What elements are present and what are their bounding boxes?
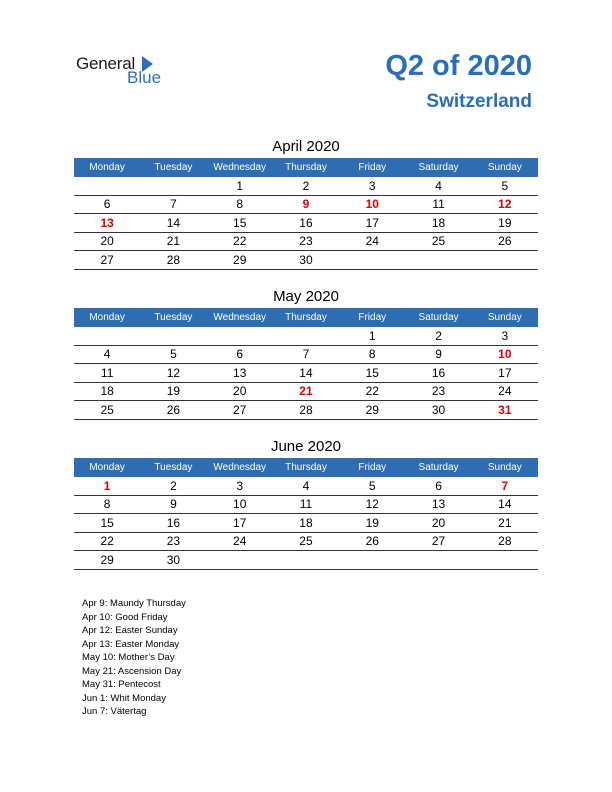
day-cell: 23 bbox=[273, 232, 339, 251]
day-cell: 28 bbox=[140, 251, 206, 270]
holiday-note: Apr 13: Easter Monday bbox=[82, 638, 180, 650]
month-title: June 2020 bbox=[270, 438, 342, 455]
day-cell: 4 bbox=[74, 345, 140, 364]
day-cell: 14 bbox=[273, 364, 339, 383]
day-cell: 7 bbox=[140, 195, 206, 214]
day-cell: 25 bbox=[273, 532, 339, 551]
day-cell: 20 bbox=[207, 382, 273, 401]
day-cell: 19 bbox=[339, 514, 405, 533]
day-cell: 6 bbox=[405, 477, 471, 495]
day-cell: 12 bbox=[339, 495, 405, 514]
day-cell: 4 bbox=[405, 177, 471, 195]
weekday-header: Saturday bbox=[405, 458, 471, 477]
day-cell: 7 bbox=[273, 345, 339, 364]
day-cell: 27 bbox=[74, 251, 140, 270]
weekday-header: Monday bbox=[74, 458, 140, 477]
empty-day-cell bbox=[405, 251, 471, 270]
week-row bbox=[74, 551, 538, 570]
day-cell: 31 bbox=[472, 401, 538, 420]
week-row bbox=[74, 214, 538, 233]
day-cell: 5 bbox=[140, 345, 206, 364]
day-cell: 8 bbox=[207, 195, 273, 214]
holiday-note: Jun 7: Vätertag bbox=[82, 706, 147, 717]
weekday-header-row bbox=[74, 308, 538, 327]
empty-day-cell bbox=[273, 327, 339, 345]
week-row bbox=[74, 232, 538, 251]
weekday-header: Thursday bbox=[273, 158, 339, 177]
empty-day-cell bbox=[472, 551, 538, 570]
holiday-note: May 31: Pentecost bbox=[82, 679, 161, 690]
day-cell: 17 bbox=[207, 514, 273, 533]
weekday-header: Sunday bbox=[472, 458, 538, 477]
day-cell: 29 bbox=[74, 551, 140, 570]
empty-day-cell bbox=[405, 551, 471, 570]
weekday-header: Sunday bbox=[472, 308, 538, 327]
calendar-table bbox=[74, 158, 538, 270]
empty-day-cell bbox=[140, 327, 206, 345]
day-cell: 20 bbox=[405, 514, 471, 533]
weekday-header: Saturday bbox=[405, 158, 471, 177]
day-cell: 13 bbox=[207, 364, 273, 383]
weekday-header: Sunday bbox=[472, 158, 538, 177]
day-cell: 25 bbox=[405, 232, 471, 251]
empty-day-cell bbox=[140, 177, 206, 195]
day-cell: 3 bbox=[207, 477, 273, 495]
day-cell: 30 bbox=[405, 401, 471, 420]
day-cell: 22 bbox=[339, 382, 405, 401]
weekday-header: Friday bbox=[339, 308, 405, 327]
month-block bbox=[74, 436, 538, 570]
day-cell: 26 bbox=[472, 232, 538, 251]
day-cell: 19 bbox=[472, 214, 538, 233]
empty-day-cell bbox=[74, 327, 140, 345]
day-cell: 26 bbox=[339, 532, 405, 551]
day-cell: 24 bbox=[472, 382, 538, 401]
day-cell: 11 bbox=[74, 364, 140, 383]
day-cell: 14 bbox=[472, 495, 538, 514]
day-cell: 18 bbox=[405, 214, 471, 233]
day-cell: 17 bbox=[472, 364, 538, 383]
brand-word-blue: Blue bbox=[127, 68, 162, 87]
day-cell: 30 bbox=[273, 251, 339, 270]
week-row bbox=[74, 251, 538, 270]
day-cell: 28 bbox=[273, 401, 339, 420]
day-cell: 6 bbox=[74, 195, 140, 214]
weekday-header: Tuesday bbox=[140, 158, 206, 177]
weekday-header: Thursday bbox=[273, 308, 339, 327]
empty-day-cell bbox=[207, 551, 273, 570]
day-cell: 2 bbox=[140, 477, 206, 495]
day-cell: 26 bbox=[140, 401, 206, 420]
day-cell: 9 bbox=[140, 495, 206, 514]
day-cell: 23 bbox=[405, 382, 471, 401]
week-row bbox=[74, 177, 538, 195]
day-cell: 10 bbox=[472, 345, 538, 364]
week-row bbox=[74, 514, 538, 533]
day-cell: 30 bbox=[140, 551, 206, 570]
empty-day-cell bbox=[339, 251, 405, 270]
weekday-header: Friday bbox=[339, 158, 405, 177]
page-title: Q2 of 2020 bbox=[385, 50, 532, 82]
holiday-note: Apr 10: Good Friday bbox=[82, 611, 168, 623]
day-cell: 21 bbox=[140, 232, 206, 251]
day-cell: 12 bbox=[472, 195, 538, 214]
day-cell: 15 bbox=[339, 364, 405, 383]
empty-day-cell bbox=[472, 251, 538, 270]
weekday-header: Saturday bbox=[405, 308, 471, 327]
day-cell: 27 bbox=[405, 532, 471, 551]
day-cell: 2 bbox=[405, 327, 471, 345]
day-cell: 20 bbox=[74, 232, 140, 251]
weekday-header: Wednesday bbox=[207, 308, 273, 327]
day-cell: 5 bbox=[339, 477, 405, 495]
day-cell: 1 bbox=[74, 477, 140, 495]
month-title: May 2020 bbox=[273, 288, 339, 305]
day-cell: 11 bbox=[405, 195, 471, 214]
day-cell: 24 bbox=[339, 232, 405, 251]
weekday-header: Thursday bbox=[273, 458, 339, 477]
month-block bbox=[74, 286, 538, 420]
week-row bbox=[74, 195, 538, 214]
day-cell: 5 bbox=[472, 177, 538, 195]
brand-word-general: General bbox=[76, 54, 136, 73]
day-cell: 10 bbox=[339, 195, 405, 214]
empty-day-cell bbox=[339, 551, 405, 570]
day-cell: 21 bbox=[273, 382, 339, 401]
day-cell: 4 bbox=[273, 477, 339, 495]
weekday-header: Monday bbox=[74, 158, 140, 177]
day-cell: 18 bbox=[273, 514, 339, 533]
day-cell: 2 bbox=[273, 177, 339, 195]
weekday-header-row bbox=[74, 158, 538, 177]
weekday-header: Wednesday bbox=[207, 158, 273, 177]
day-cell: 15 bbox=[74, 514, 140, 533]
day-cell: 18 bbox=[74, 382, 140, 401]
month-block bbox=[74, 136, 538, 270]
empty-day-cell bbox=[74, 177, 140, 195]
day-cell: 10 bbox=[207, 495, 273, 514]
week-row bbox=[74, 382, 538, 401]
weekday-header: Tuesday bbox=[140, 308, 206, 327]
holiday-note: Jun 1: Whit Monday bbox=[82, 692, 166, 704]
day-cell: 3 bbox=[472, 327, 538, 345]
holiday-note: Apr 12: Easter Sunday bbox=[82, 625, 178, 636]
country-name: Switzerland bbox=[426, 91, 532, 112]
day-cell: 25 bbox=[74, 401, 140, 420]
holiday-notes bbox=[82, 597, 186, 719]
week-row bbox=[74, 495, 538, 514]
day-cell: 24 bbox=[207, 532, 273, 551]
day-cell: 23 bbox=[140, 532, 206, 551]
week-row bbox=[74, 532, 538, 551]
calendar-table bbox=[74, 458, 538, 570]
day-cell: 11 bbox=[273, 495, 339, 514]
day-cell: 22 bbox=[74, 532, 140, 551]
weekday-header: Monday bbox=[74, 308, 140, 327]
day-cell: 9 bbox=[273, 195, 339, 214]
holiday-note: May 21: Ascension Day bbox=[82, 665, 182, 677]
day-cell: 8 bbox=[74, 495, 140, 514]
day-cell: 1 bbox=[207, 177, 273, 195]
day-cell: 1 bbox=[339, 327, 405, 345]
day-cell: 8 bbox=[339, 345, 405, 364]
day-cell: 6 bbox=[207, 345, 273, 364]
empty-day-cell bbox=[207, 327, 273, 345]
weekday-header-row bbox=[74, 458, 538, 477]
day-cell: 21 bbox=[472, 514, 538, 533]
day-cell: 27 bbox=[207, 401, 273, 420]
day-cell: 15 bbox=[207, 214, 273, 233]
month-title: April 2020 bbox=[272, 138, 340, 155]
brand-logo bbox=[76, 54, 176, 88]
week-row bbox=[74, 477, 538, 495]
week-row bbox=[74, 345, 538, 364]
day-cell: 17 bbox=[339, 214, 405, 233]
calendar-table bbox=[74, 308, 538, 420]
week-row bbox=[74, 401, 538, 420]
day-cell: 7 bbox=[472, 477, 538, 495]
week-row bbox=[74, 327, 538, 345]
day-cell: 28 bbox=[472, 532, 538, 551]
day-cell: 16 bbox=[405, 364, 471, 383]
weekday-header: Friday bbox=[339, 458, 405, 477]
day-cell: 29 bbox=[207, 251, 273, 270]
day-cell: 12 bbox=[140, 364, 206, 383]
week-row bbox=[74, 364, 538, 383]
weekday-header: Tuesday bbox=[140, 458, 206, 477]
day-cell: 13 bbox=[74, 214, 140, 233]
holiday-note: Apr 9: Maundy Thursday bbox=[82, 598, 186, 609]
holiday-note: May 10: Mother’s Day bbox=[82, 652, 175, 663]
day-cell: 13 bbox=[405, 495, 471, 514]
day-cell: 9 bbox=[405, 345, 471, 364]
day-cell: 16 bbox=[140, 514, 206, 533]
day-cell: 22 bbox=[207, 232, 273, 251]
day-cell: 14 bbox=[140, 214, 206, 233]
day-cell: 3 bbox=[339, 177, 405, 195]
empty-day-cell bbox=[273, 551, 339, 570]
weekday-header: Wednesday bbox=[207, 458, 273, 477]
day-cell: 16 bbox=[273, 214, 339, 233]
day-cell: 29 bbox=[339, 401, 405, 420]
day-cell: 19 bbox=[140, 382, 206, 401]
